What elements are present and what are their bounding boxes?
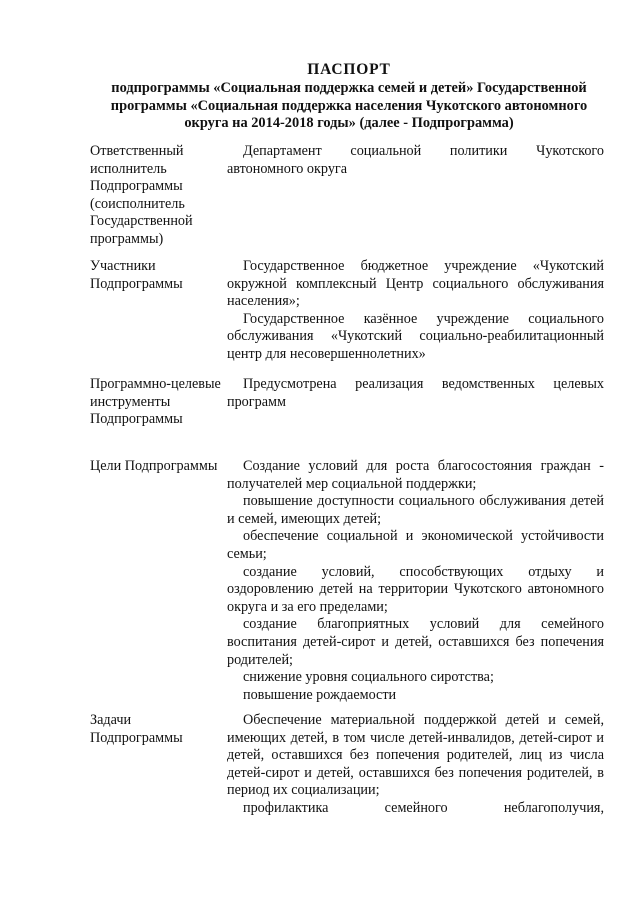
row-label: Задачи Подпрограммы: [90, 712, 183, 746]
row-paragraph: обеспечение социальной и экономической устойчивости семьи;: [227, 528, 604, 562]
row-paragraph: Государственное казённое учреждение социального обслуживания «Чукотский социально-реабилитационный центр для несовершеннолетних»: [227, 310, 604, 362]
row-paragraph: профилактика семейного неблагополучия,: [243, 799, 604, 816]
row-paragraph: повышение рождаемости: [243, 686, 397, 703]
passport-row-tasks: [90, 712, 604, 818]
row-paragraph: Обеспечение материальной поддержкой детей и семей, имеющих детей, в том числе детей-инвалидов, детей-сирот и детей, оставшихся без попечения родителей, лиц из числа детей-сирот и детей, оставшихся без попечения родителей, в период их социализации;: [227, 712, 604, 799]
row-paragraph: Государственное бюджетное учреждение «Чукотский окружной комплексный Центр социального обслуживания населения»;: [227, 258, 604, 310]
passport-row-goals: [90, 458, 604, 704]
row-label: Участники Подпрограммы: [90, 258, 183, 292]
passport-row-participants: [90, 258, 604, 364]
passport-row-instruments: [90, 376, 604, 429]
row-paragraph: Предусмотрена реализация ведомственных целевых программ: [227, 376, 604, 410]
row-paragraph: Создание условий для роста благосостояния граждан - получателей мер социальной поддержки;: [227, 458, 604, 492]
row-paragraph: создание благоприятных условий для семейного воспитания детей-сирот и детей, оставшихся без попечения родителей;: [227, 616, 604, 668]
row-content: [227, 458, 604, 704]
document-header: [88, 61, 610, 133]
row-paragraph: создание условий, способствующих отдыху и оздоровлению детей на территории Чукотского автономного округа и за его пределами;: [227, 563, 604, 615]
document-title: ПАСПОРТ: [307, 61, 391, 78]
row-content: [227, 143, 604, 249]
row-content: [227, 258, 604, 364]
passport-row-responsible: [90, 143, 604, 249]
row-paragraph: снижение уровня социального сиротства;: [243, 669, 494, 686]
row-paragraph: повышение доступности социального обслуживания детей и семей, имеющих детей;: [227, 493, 604, 527]
row-content: [227, 376, 604, 429]
row-label: Программно-целевые инструменты Подпрограммы: [90, 376, 221, 428]
document-subtitle: подпрограммы «Социальная поддержка семей и детей» Государственной программы «Социальная поддержка населения Чукотского автономного округа на 2014-2018 годы» (далее - Подпрограмма): [110, 80, 588, 132]
row-paragraph: Департамент социальной политики Чукотского автономного округа: [227, 143, 604, 177]
row-content: [227, 712, 604, 818]
row-label: Цели Подпрограммы: [90, 458, 218, 474]
row-label: Ответственный исполнитель Подпрограммы (соисполнитель Государственной программы): [90, 143, 193, 247]
